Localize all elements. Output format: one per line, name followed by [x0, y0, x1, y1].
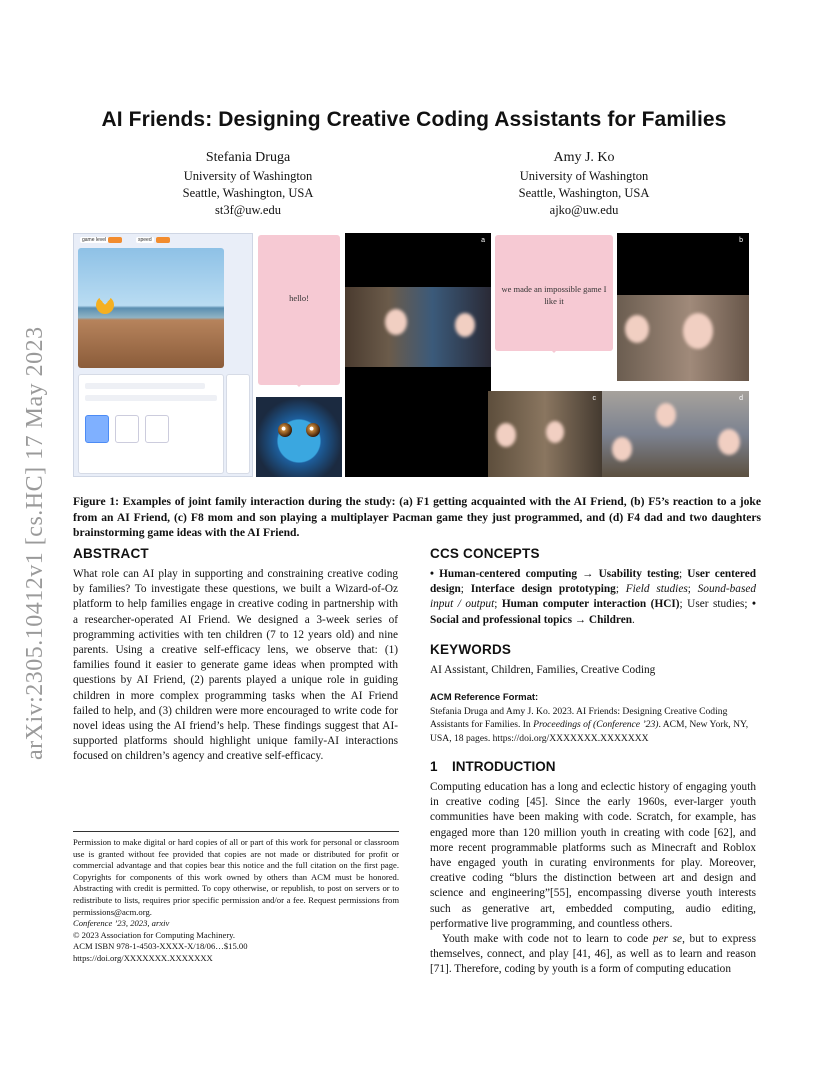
panel-label-d: d [739, 395, 743, 402]
author-block-2 [464, 148, 704, 219]
ccs-part: • Human-centered computing → Usability testing [430, 568, 680, 580]
sprite-panel [78, 374, 224, 474]
blurred-face [546, 421, 564, 443]
intro-part: Youth make with code not to learn to code [442, 932, 653, 945]
figure-1 [73, 233, 749, 477]
acm-reference-text [430, 705, 756, 745]
blurred-face [496, 423, 516, 447]
blurred-face [718, 429, 740, 455]
author-block-1 [128, 148, 368, 219]
conference-line: Conference ’23, 2023, arxiv [73, 918, 170, 929]
blurred-face [455, 313, 475, 337]
sprite-apple-tile [115, 415, 139, 443]
figure-caption: Figure 1: Examples of joint family interaction during the study: (a) F1 getting acquainted with the AI Friend, (b) F5’s reaction to a joke from an AI Friend, (c) F8 mom and son playing a multiplayer Pacman game they just programmed, and (d) F4 dad and two daughters brainstorming game ideas with the AI Friend. [73, 495, 761, 539]
abstract-heading: ABSTRACT [73, 546, 149, 561]
arxiv-identifier: arXiv:2305.10412v1 [cs.HC] 17 May 2023 [22, 326, 48, 760]
author-affiliation: University of Washington [183, 169, 313, 183]
panel-label-a: a [481, 237, 485, 244]
blurred-face [683, 313, 713, 349]
right-column [430, 546, 756, 978]
sprite-pacman-tile [85, 415, 109, 443]
panel-label-c: c [592, 395, 596, 402]
ccs-part: ; User studies; [679, 598, 753, 611]
ccs-part: ; [494, 598, 502, 611]
blurred-face [656, 403, 676, 427]
doi-line: https://doi.org/XXXXXXX.XXXXXXX [73, 952, 213, 963]
sprite-ghost-tile [145, 415, 169, 443]
isbn-line: ACM ISBN 978-1-4503-XXXX-X/18/06…$15.00 [73, 941, 248, 952]
video-panel-c [488, 391, 602, 477]
author-name: Stefania Druga [205, 150, 291, 165]
speed-monitor-value [156, 237, 170, 243]
speech-bubble-hello: hello! [258, 235, 340, 385]
ccs-heading: CCS CONCEPTS [430, 546, 540, 561]
video-panel-d [602, 391, 749, 477]
ccs-part: ; [679, 568, 688, 580]
acm-ref-part: Stefania Druga and Amy J. Ko. 2023. AI Friends: Designing Creative Coding Assistants for Families. In [430, 706, 728, 731]
intro-part: per se [652, 932, 683, 945]
copyright-line: © 2023 Association for Computing Machinery. [73, 929, 236, 940]
ai-friend-panel-hello [256, 233, 342, 477]
section-title: INTRODUCTION [452, 758, 556, 774]
ccs-part: • Social and professional topics → Children [430, 598, 756, 626]
ccs-part: . [632, 613, 635, 626]
intro-part: , but to express themselves, connect, and play [41, 46], as well as to learn and reason [71]. Therefore, coding by youth is a form of computing education [430, 932, 756, 976]
ccs-part: Sound-based input / output [430, 583, 757, 611]
ccs-part: ; [460, 583, 471, 596]
scratch-variable-monitors [78, 236, 224, 246]
author-name: Amy J. Ko [553, 150, 615, 165]
keywords-heading: KEYWORDS [430, 641, 512, 657]
speed-monitor-label: speed [138, 237, 152, 243]
video-panel-a [345, 233, 491, 477]
avatar-eye-icon [306, 423, 320, 437]
panel-label-b: b [739, 237, 743, 244]
author-location: Seattle, Washington, USA [182, 186, 314, 200]
acm-ref-part: . ACM, New York, NY, USA, 18 pages. https://doi.org/XXXXXXX.XXXXXXX [430, 719, 749, 744]
pacman-sprite [96, 296, 114, 314]
keywords-text: AI Assistant, Children, Families, Creative Coding [430, 663, 656, 676]
acm-reference-heading: ACM Reference Format: [430, 692, 539, 704]
left-column [73, 546, 398, 765]
game-level-monitor-value [108, 237, 122, 243]
section-number: 1 [430, 758, 438, 774]
author-email: st3f@uw.edu [215, 203, 281, 217]
game-level-monitor-label: game level [82, 237, 107, 243]
scratch-stage [78, 248, 224, 368]
intro-paragraph-1: Computing education has a long and eclectic history of engaging youth in creative coding [45]. Since the early 1960s, ever-larger youth communities have been making with code. Scratch, for example, has engaged more than 120 million youth in creating with code [62], and more recent programmable platforms such as Minecraft and Roblox have engaged youth in curating environments for play. Moreover, creative coding “blurs the distinction between art and design and science and engineering”[55], encompassing diverse youth interests such as generative art, embedded computing, audio editing, performative live programming, and countless others. [430, 780, 756, 930]
scratch-editor-screenshot [73, 233, 253, 477]
paper-title: AI Friends: Designing Creative Coding Assistants for Families [101, 108, 727, 131]
ccs-part: User centered design [430, 568, 756, 596]
ccs-part: Human computer interaction (HCI) [501, 598, 680, 611]
blurred-face [625, 315, 649, 343]
abstract-text: What role can AI play in supporting and constraining creative coding by families? To investigate these questions, we built a Wizard-of-Oz platform to help families engage in creative coding in partnership with a researcher-operated AI Friend. We designed a 3-week series of programming activities with ten children (7 to 12 years old) and nine parents. Using a creative self-efficacy lens, we observe that: (1) families found it easier to generate game ideas when prompted with questions by AI Friend, (2) parents played a unique role in guiding children in more complex programming tasks when the AI Friend failed to help, and (3) children were more encouraged to write code for novel ideas using the AI friend’s help. These findings suggest that AI-supported platforms should highlight unique family-AI interactions focused on children’s agency and creative self-efficacy. [73, 568, 398, 763]
author-email: ajko@uw.edu [549, 203, 619, 217]
ai-friend-avatar [256, 397, 342, 477]
speech-bubble-impossible: we made an impossible game I like it [495, 235, 613, 351]
stage-selector [226, 374, 250, 474]
acm-ref-part: Proceedings of (Conference ’23) [533, 719, 659, 731]
ccs-part: ; [687, 583, 698, 596]
author-location: Seattle, Washington, USA [518, 186, 650, 200]
ccs-part: ; [615, 583, 626, 596]
intro-paragraph-2 [430, 932, 756, 978]
ccs-concepts-text [430, 567, 756, 628]
author-affiliation: University of Washington [519, 169, 649, 183]
blurred-face [385, 309, 407, 335]
video-panel-b [617, 233, 749, 381]
blurred-face [612, 437, 632, 461]
family-video-frame [617, 295, 749, 381]
avatar-eye-icon [278, 423, 292, 437]
family-video-frame [345, 287, 491, 367]
permission-text: Permission to make digital or hard copies of all or part of this work for personal or classroom use is granted without fee provided that copies are not made or distributed for profit or commercial advantage and that copies bear this notice and the full citation on the first page. Copyrights for components of this work owned by others than ACM must be honored. Abstracting with credit is permitted. To copy otherwise, or republish, to post on servers or to redistribute to lists, requires prior specific permission and/or a fee. Request permissions from permissions@acm.org. [73, 837, 399, 917]
ccs-part: Field studies [625, 583, 688, 596]
permission-footnote [73, 831, 399, 965]
ccs-part: Interface design prototyping [470, 583, 616, 596]
introduction-heading [430, 759, 756, 774]
ai-friend-panel-impossible [493, 233, 617, 383]
